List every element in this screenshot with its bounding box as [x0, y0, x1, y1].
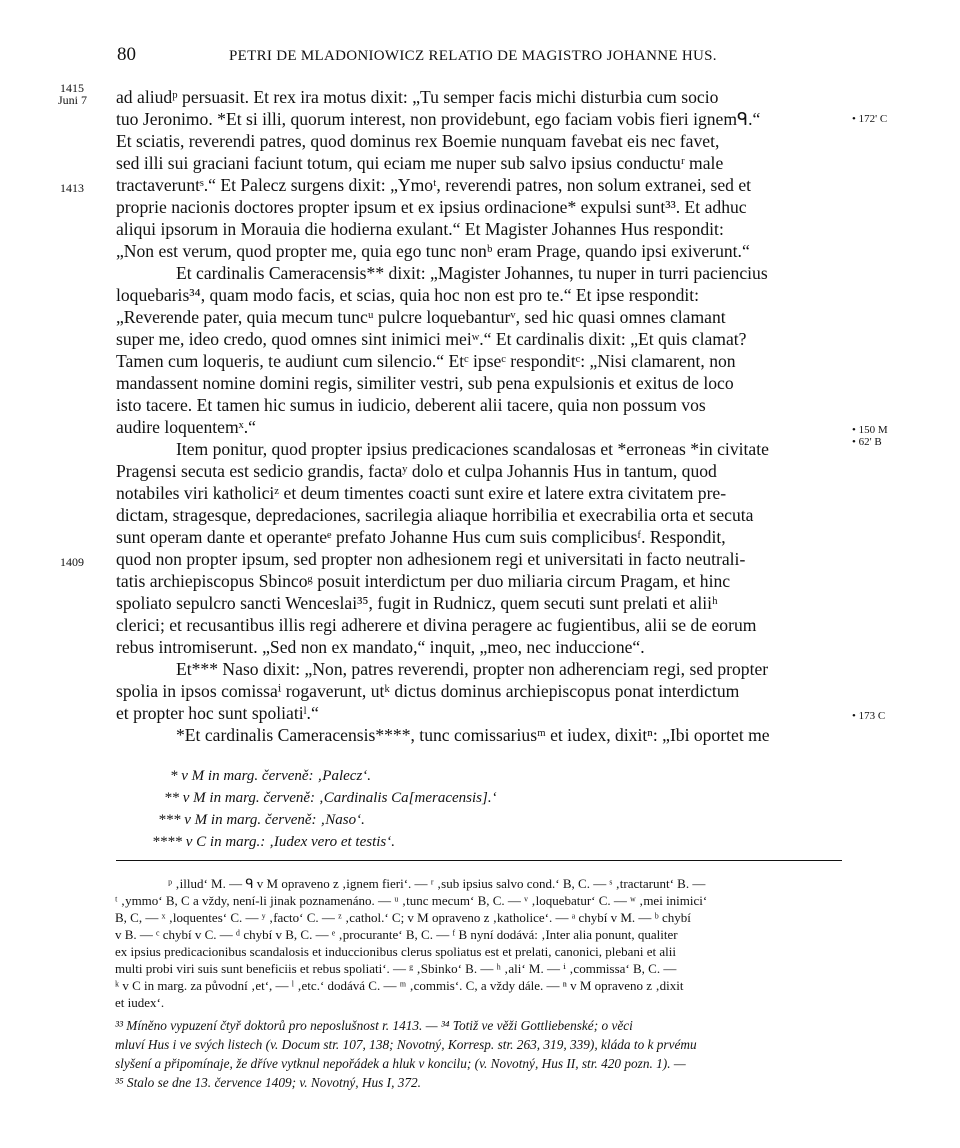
margin-folio-ref: • 150 M	[852, 424, 888, 436]
page-number: 80	[117, 44, 136, 65]
text-line: sunt operam dante et operanteᵉ prefato Johanne Hus cum suis complicibusᶠ. Respondit,	[116, 527, 726, 547]
text-line: clerici; et recusantibus illis regi adherere et divina peragere ac fugientibus, alii se de eorum	[116, 615, 757, 635]
apparatus-line: ᵏ v C in marg. za původní ‚et‘, — ˡ ‚etc.‘ dodává C. — ᵐ ‚commis‘. C, a vždy dále. — ⁿ v M opraveno z ‚dixit	[115, 978, 684, 993]
text-line: audire loquentemˣ.“	[116, 417, 256, 437]
text-line: et propter hoc sunt spoliatiˡ.“	[116, 703, 319, 723]
apparatus-line: et iudex‘.	[115, 995, 165, 1010]
apparatus-line: v B. — ᶜ chybí v C. — ᵈ chybí v B, C. — ᵉ ‚procurante‘ B, C. — ᶠ B nyní dodává: ‚Inter alia ponunt, qualiter	[115, 927, 678, 942]
text-line: super me, ideo credo, quod omnes sint inimici meiʷ.“ Et cardinalis dixit: „Et quis clamat?	[116, 329, 747, 349]
text-line: aliqui ipsorum in Morauia die hodierna exulant.“ Et Magister Johannes Hus respondit:	[116, 219, 724, 239]
text-line: spolia in ipsos comissaⁱ rogaverunt, utᵏ dictus dominus archiepiscopus ponat interdictum	[116, 681, 740, 701]
apparatus-line: ᵗ ‚ymmo‘ B, C a vždy, není-li jinak poznamenáno. — ᵘ ‚tunc mecum‘ B, C. — ᵛ ‚loquebatur‘ C. — ʷ ‚mei inimici‘	[115, 893, 708, 908]
text-line: mandassent nomine domini regis, similiter vestri, sub pena expulsionis et exitus de loco	[116, 373, 734, 393]
text-line: quod non propter ipsum, sed propter non adhesionem regi et universitati in facto neutrali-	[116, 549, 746, 569]
text-line: loquebaris³⁴, quam modo facis, et scias, quia hoc non est pro te.“ Et ipse respondit:	[116, 285, 700, 305]
text-line: „Non est verum, quod propter me, quia ego tunc nonᵇ eram Prage, quando ipsi exiverunt.“	[116, 241, 750, 261]
text-line: sed illi sui graciani faciunt totum, qui eciam me nuper sub salvo ipsius conductuʳ male	[116, 153, 724, 173]
text-line: Item ponitur, quod propter ipsius predicaciones scandalosas et *erroneas *in civitate	[176, 439, 769, 459]
text-line: Et*** Naso dixit: „Non, patres reverendi, propter non adherenciam regi, sed propter	[176, 659, 769, 679]
apparatus-line: ex ipsius predicacionibus scandalosis et induccionibus clerus spoliatus est et prelati, canonici, plebani et alii	[115, 944, 677, 959]
margin-folio-ref: • 62' B	[852, 436, 882, 448]
commentary-line: mluví Hus i ve svých listech (v. Docum str. 107, 138; Novotný, Korresp. str. 263, 319, 339), kláda to k prvému	[115, 1037, 697, 1052]
apparatus-line: ᵖ ‚illud‘ M. — ᑫ v M opraveno z ‚ignem fieri‘. — ʳ ‚sub ipsius salvo cond.‘ B, C. — ˢ ‚tractarunt‘ B. —	[168, 876, 706, 891]
margin-year: 1415	[60, 81, 84, 95]
commentary-line: ³³ Míněno vypuzení čtyř doktorů pro neposlušnost r. 1413. — ³⁴ Totiž ve věži Gottliebenské; o věci	[115, 1018, 633, 1033]
text-line: proprie nacionis doctores propter ipsum et ex ipsius ordinacione* expulsi sunt³³. Et adhuc	[116, 197, 747, 217]
margin-year: 1413	[60, 181, 84, 195]
text-line: Tamen cum loqueris, te audiunt cum silencio.“ Etᶜ ipseᶜ responditᶜ: „Nisi clamarent, non	[116, 351, 736, 371]
footnote-rule	[116, 860, 842, 861]
margin-date: Juni 7	[58, 93, 88, 107]
apparatus-line: B, C, — ˣ ‚loquentes‘ C. — ʸ ‚facto‘ C. — ᶻ ‚cathol.‘ C; v M opraveno z ‚katholice‘. — ᵃ chybí v M. — ᵇ chybí	[115, 910, 691, 925]
apparatus-line: multi probi viri suis sunt beneficiis et rebus spoliati‘. — ᵍ ‚Sbinko‘ B. — ʰ ‚ali‘ M. — ⁱ ‚commissa‘ B, C. —	[115, 961, 677, 976]
marginal-note: * v M in marg. červeně: ‚Palecz‘.	[170, 768, 372, 784]
text-line: ad aliudᵖ persuasit. Et rex ira motus dixit: „Tu semper facis michi disturbia cum socio	[116, 87, 719, 107]
text-line: tuo Jeronimo. *Et si illi, quorum interest, non providebunt, ego faciam vobis fieri ignemᑫ.“	[116, 109, 761, 129]
text-line: tatis archiepiscopus Sbincoᵍ posuit interdictum per duo miliaria circum Pragam, et hinc	[116, 571, 731, 591]
margin-folio-ref: • 172' C	[852, 113, 888, 125]
text-line: Pragensi secuta est sedicio grandis, factaʸ dolo et culpa Johannis Hus in tantum, quod	[116, 461, 717, 481]
margin-year: 1409	[60, 555, 84, 569]
margin-folio-ref: • 173 C	[852, 710, 886, 722]
marginal-note: **** v C in marg.: ‚Iudex vero et testis‘.	[152, 834, 395, 850]
text-line: tractaveruntˢ.“ Et Palecz surgens dixit: „Ymoᵗ, reverendi patres, non solum extranei, sed et	[116, 175, 752, 195]
text-line: spoliato sepulcro sancti Wenceslai³⁵, fugit in Rudnicz, quem secuti sunt prelati et aliiʰ	[116, 593, 718, 613]
text-line: „Reverende pater, quia mecum tuncᵘ pulcre loquebanturᵛ, sed hic quasi omnes clamant	[116, 307, 726, 327]
text-line: *Et cardinalis Cameracensis****, tunc comissariusᵐ et iudex, dixitⁿ: „Ibi oportet me	[176, 725, 770, 745]
commentary-line: ³⁵ Stalo se dne 13. července 1409; v. Novotný, Hus I, 372.	[115, 1075, 421, 1090]
text-line: notabiles viri katholiciᶻ et deum timentes coacti sunt exire et latere extra civitatem pre-	[116, 483, 727, 503]
commentary-line: slyšení a připomínaje, že dříve vytknul nepořádek a hluk v koncilu; (v. Novotný, Hus II, str. 420 pozn. 1). —	[115, 1056, 686, 1071]
text-line: Et cardinalis Cameracensis** dixit: „Magister Johannes, tu nuper in turri paciencius	[176, 263, 768, 283]
running-head: PETRI DE MLADONIOWICZ RELATIO DE MAGISTRO JOHANNE HUS.	[229, 48, 717, 64]
text-line: Et sciatis, reverendi patres, quod dominus rex Boemie nunquam favebat eis nec favet,	[116, 131, 720, 151]
marginal-note: *** v M in marg. červeně: ‚Naso‘.	[158, 812, 365, 828]
text-line: rebus intromiserunt. „Sed non ex mandato,“ inquit, „meo, nec induccione“.	[116, 637, 645, 657]
marginal-note: ** v M in marg. červeně: ‚Cardinalis Ca[meracensis].‘	[164, 790, 497, 806]
text-line: dictam, stragesque, depredaciones, sacrilegia aliaque horribilia et execrabilia orta et secuta	[116, 505, 754, 525]
text-line: isto tacere. Et tamen hic sumus in iudicio, deberent alii tacere, quia non possum vos	[116, 395, 706, 415]
